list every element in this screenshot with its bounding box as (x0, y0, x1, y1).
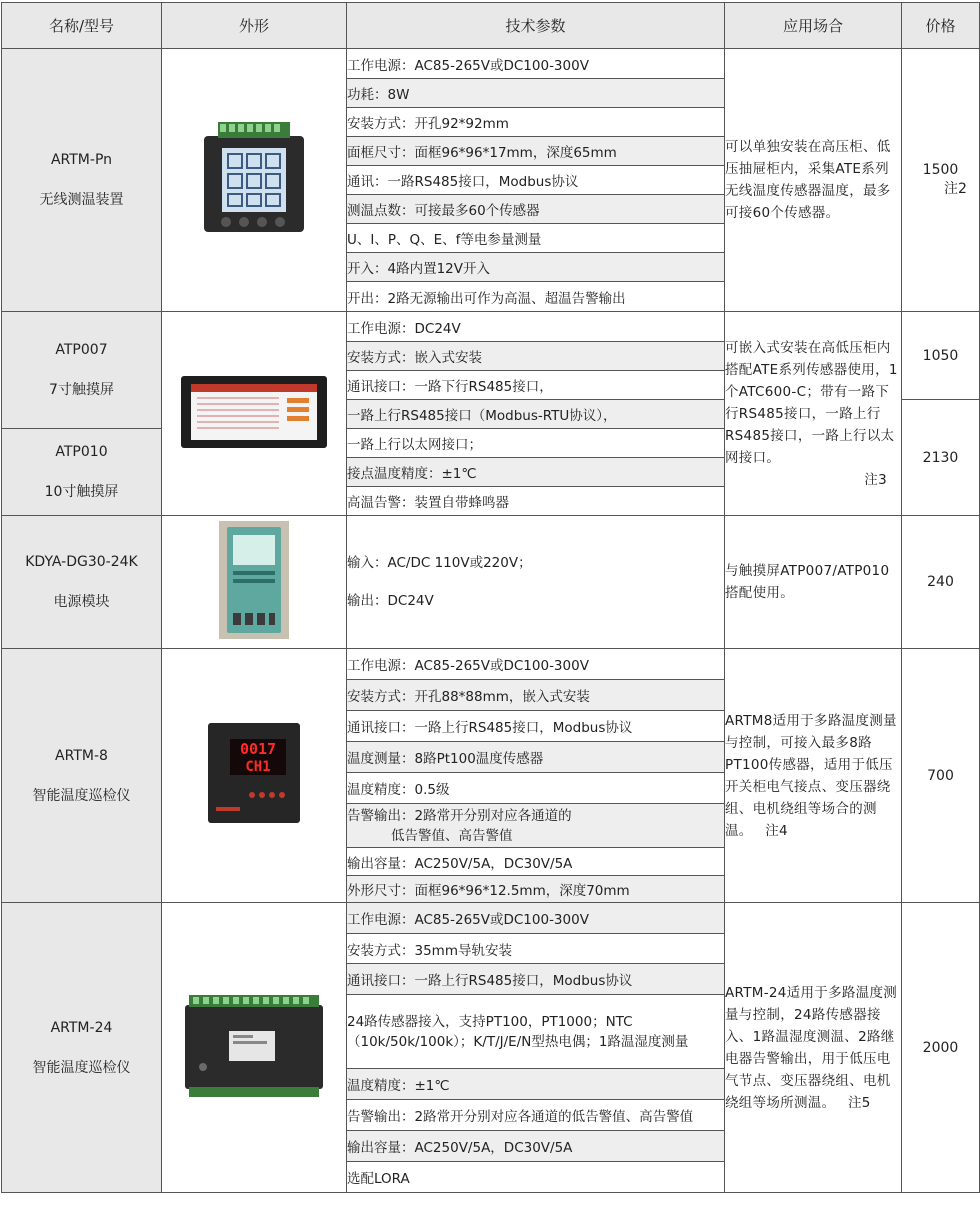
product-name-cell (2, 903, 162, 1193)
application-note: 注5 (848, 1094, 871, 1111)
product-name: 无线测温装置 (39, 192, 124, 208)
table-row (2, 312, 980, 342)
product-model: ARTM-Pn (50, 152, 113, 168)
table-row (2, 649, 980, 680)
param-cell: 开出：2路无源输出可作为高温、超温告警输出 (347, 282, 725, 312)
param-cell: 测温点数：可接最多60个传感器 (347, 195, 725, 224)
artm-24-device-image (179, 991, 329, 1101)
price-note: 注2 (944, 181, 967, 197)
param-line: 告警输出：2路常开分别对应各通道的 (347, 807, 572, 824)
application-note: 注4 (765, 822, 788, 839)
application-text: ARTM8适用于多路温度测量与控制，可接入最多8路PT100传感器，适用于低压开关柜电气接点、变压器绕组、电机绕组等场合的测温。 (725, 712, 897, 839)
param-line: 输出：DC24V (347, 593, 434, 609)
header-model: 名称/型号 (2, 3, 162, 49)
product-image-cell (162, 649, 347, 903)
power-module-image (219, 521, 289, 639)
application-cell (725, 516, 902, 649)
param-line: 低告警值、高告警值 (391, 827, 513, 844)
param-cell: 温度测量：8路Pt100温度传感器 (347, 742, 725, 773)
product-name: 7寸触摸屏 (49, 382, 114, 398)
param-cell: 通讯：一路RS485接口，Modbus协议 (347, 166, 725, 195)
product-name: 智能温度巡检仪 (32, 1059, 131, 1076)
product-image-cell (162, 312, 347, 516)
application-text: 可以单独安装在高压柜、低压抽屉柜内，采集ATE系列无线温度传感器温度，最多可接60个传感器。 (725, 139, 891, 221)
application-cell (725, 49, 902, 312)
application-note: 注3 (864, 471, 887, 488)
param-cell: 告警输出：2路常开分别对应各通道的低告警值、高告警值 (347, 1100, 725, 1131)
param-cell: 选配LORA (347, 1162, 725, 1193)
product-model: KDYA-DG30-24K (25, 554, 138, 570)
param-cell: 一路上行RS485接口（Modbus-RTU协议）， (347, 400, 725, 429)
price-cell (902, 49, 980, 312)
product-name: 10寸触摸屏 (44, 484, 119, 500)
application-text: 与触摸屏ATP007/ATP010搭配使用。 (725, 563, 890, 601)
product-name-cell (2, 312, 162, 429)
product-spec-table (1, 2, 980, 1193)
param-cell: 温度精度：±1℃ (347, 1069, 725, 1100)
product-model: ATP007 (55, 342, 108, 358)
application-text: 可嵌入式安装在高低压柜内搭配ATE系列传感器使用，1个ATC600-C；带有一路下行RS485接口，一路上行RS485接口，一路上行以太网接口。 (725, 339, 898, 466)
param-cell: 工作电源：AC85-265V或DC100-300V (347, 49, 725, 79)
price-cell: 700 (902, 649, 980, 903)
display-top-text: 0017 (239, 739, 277, 758)
artm-pn-device-image (194, 118, 314, 238)
param-cell: 工作电源：AC85-265V或DC100-300V (347, 903, 725, 934)
param-cell: 工作电源：DC24V (347, 312, 725, 342)
param-cell: 温度精度：0.5级 (347, 773, 725, 804)
product-model: ARTM-8 (55, 747, 108, 764)
param-cell: 工作电源：AC85-265V或DC100-300V (347, 649, 725, 680)
param-cell: 安装方式：开孔88*88mm，嵌入式安装 (347, 680, 725, 711)
table-row (2, 516, 980, 649)
product-image-cell (162, 49, 347, 312)
param-cell: 输出容量：AC250V/5A，DC30V/5A (347, 1131, 725, 1162)
param-cell: 输出容量：AC250V/5A，DC30V/5A (347, 848, 725, 876)
product-image-cell (162, 516, 347, 649)
product-name-cell (2, 429, 162, 516)
price-cell: 240 (902, 516, 980, 649)
param-cell: 通讯接口：一路上行RS485接口，Modbus协议 (347, 711, 725, 742)
application-cell (725, 649, 902, 903)
product-name-cell (2, 49, 162, 312)
param-cell: 功耗：8W (347, 79, 725, 108)
price-cell: 1050 (902, 312, 980, 400)
header-params: 技术参数 (347, 3, 725, 49)
param-cell (347, 516, 725, 649)
param-line: 输入：AC/DC 110V或220V； (347, 555, 532, 571)
artm-8-device-image (204, 719, 304, 829)
table-row (2, 49, 980, 79)
table-row (2, 903, 980, 934)
product-name: 智能温度巡检仪 (32, 787, 131, 804)
param-cell: 安装方式：35mm导轨安装 (347, 934, 725, 964)
param-cell: 一路上行以太网接口； (347, 429, 725, 458)
header-price: 价格 (902, 3, 980, 49)
param-cell: 开入：4路内置12V开入 (347, 253, 725, 282)
application-cell (725, 903, 902, 1193)
product-name-cell (2, 516, 162, 649)
param-cell: U、I、P、Q、E、f等电参量测量 (347, 224, 725, 253)
price-cell: 2000 (902, 903, 980, 1193)
price-cell: 2130 (902, 400, 980, 516)
param-cell (347, 804, 725, 848)
header-application: 应用场合 (725, 3, 902, 49)
param-cell: 外形尺寸：面框96*96*12.5mm，深度70mm (347, 876, 725, 903)
param-cell: 接点温度精度：±1℃ (347, 458, 725, 487)
param-cell: 面框尺寸：面框96*96*17mm，深度65mm (347, 137, 725, 166)
param-cell: 通讯接口：一路上行RS485接口，Modbus协议 (347, 964, 725, 995)
param-cell: 通讯接口：一路下行RS485接口， (347, 371, 725, 400)
application-text: ARTM-24适用于多路温度测量与控制，24路传感器接入、1路温湿度测温、2路继电器告警输出，用于低压电气节点、变压器绕组、电机绕组等场所测温。 (725, 984, 898, 1111)
header-row (2, 3, 980, 49)
param-cell: 24路传感器接入，支持PT100，PT1000；NTC（10k/50k/100k）；K/T/J/E/N型热电偶；1路温湿度测量 (347, 995, 725, 1069)
product-model: ARTM-24 (50, 1019, 113, 1036)
param-cell: 高温告警：装置自带蜂鸣器 (347, 487, 725, 516)
product-image-cell (162, 903, 347, 1193)
display-bottom-text: CH1 (245, 758, 271, 775)
product-name-cell (2, 649, 162, 903)
application-cell (725, 312, 902, 516)
product-model: ATP010 (55, 444, 108, 460)
product-name: 电源模块 (53, 594, 110, 610)
touchscreen-device-image (179, 372, 329, 452)
price-value: 1500 (922, 162, 959, 178)
param-cell: 安装方式：嵌入式安装 (347, 342, 725, 371)
header-appearance: 外形 (162, 3, 347, 49)
param-cell: 安装方式：开孔92*92mm (347, 108, 725, 137)
